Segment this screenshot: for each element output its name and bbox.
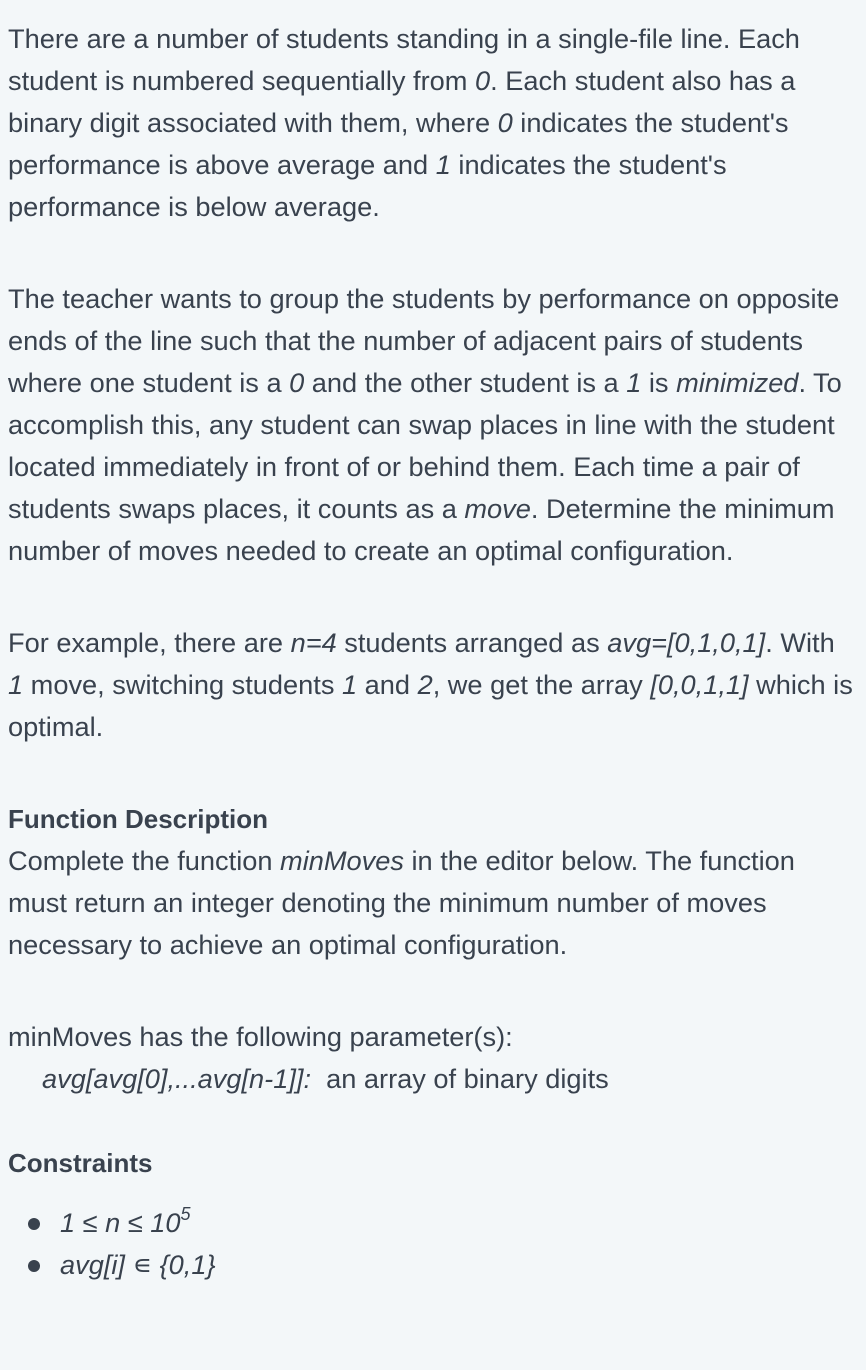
example-text: which is optimal.	[8, 669, 853, 742]
example-text: , we get the array	[432, 669, 651, 700]
parameter-line	[8, 1058, 856, 1100]
constraint-text: 1 ≤ n ≤ 10	[60, 1207, 181, 1238]
parameters-intro: minMoves has the following parameter(s):	[8, 1021, 513, 1052]
task-move: move	[464, 493, 531, 524]
intro-zero: 0	[497, 107, 513, 138]
intro-text: . Each student also has a binary digit associated with them, where	[8, 65, 796, 138]
bullet-icon	[28, 1260, 40, 1272]
intro-text: indicates the student's performance is above average and	[8, 107, 789, 180]
example-text: . With	[765, 627, 835, 658]
constraints-heading: Constraints	[8, 1148, 153, 1178]
constraint-text: avg[i] ∊ {0,1}	[60, 1249, 216, 1280]
task-minimized: minimized	[676, 367, 799, 398]
constraint-exponent: 5	[180, 1204, 191, 1224]
intro-text: There are a number of students standing in a single-file line. Each student is numbered sequentially from	[8, 23, 800, 96]
example-one: 1	[8, 669, 24, 700]
parameters-block	[8, 1016, 856, 1100]
example-paragraph	[8, 622, 856, 748]
intro-paragraph	[8, 18, 856, 228]
task-text: is	[641, 367, 677, 398]
parameter-description: an array of binary digits	[311, 1063, 609, 1094]
example-text: move, switching students	[23, 669, 342, 700]
function-description-paragraph	[8, 840, 856, 966]
task-zero: 0	[289, 367, 305, 398]
example-text: For example, there are	[8, 627, 291, 658]
function-description-heading: Function Description	[8, 804, 268, 834]
example-result: [0,0,1,1]	[650, 669, 749, 700]
intro-text: indicates the student's performance is below average.	[8, 149, 727, 222]
bullet-icon	[28, 1218, 40, 1230]
intro-zero: 0	[474, 65, 491, 96]
example-avg: avg=[0,1,0,1]	[607, 627, 766, 658]
constraint-item	[28, 1202, 856, 1244]
task-paragraph	[8, 278, 856, 572]
task-text: and the other student is a	[304, 367, 627, 398]
intro-one: 1	[435, 149, 451, 180]
constraints-list	[8, 1202, 856, 1286]
example-n: n=4	[290, 627, 337, 658]
constraint-item	[28, 1244, 856, 1286]
task-text: The teacher wants to group the students by performance on opposite ends of the line such that the number of adjacent pairs of students where one student is a	[8, 283, 840, 398]
example-text: and	[357, 669, 418, 700]
task-text: . Determine the minimum number of moves needed to create an optimal configuration.	[8, 493, 835, 566]
function-description-text: Complete the function	[8, 845, 281, 876]
parameter-name: avg[avg[0],...avg[n-1]]:	[42, 1063, 312, 1094]
function-name: minMoves	[280, 845, 404, 876]
task-text: . To accomplish this, any student can swap places in line with the student located immediately in front of or behind them. Each time a pair of students swaps places, it counts as a	[8, 367, 842, 524]
example-student-2: 2	[417, 669, 433, 700]
example-text: students arranged as	[336, 627, 608, 658]
task-one: 1	[626, 367, 642, 398]
example-student-1: 1	[341, 669, 358, 700]
function-description-text: in the editor below. The function must return an integer denoting the minimum number of moves necessary to achieve an optimal configuration.	[8, 845, 795, 960]
